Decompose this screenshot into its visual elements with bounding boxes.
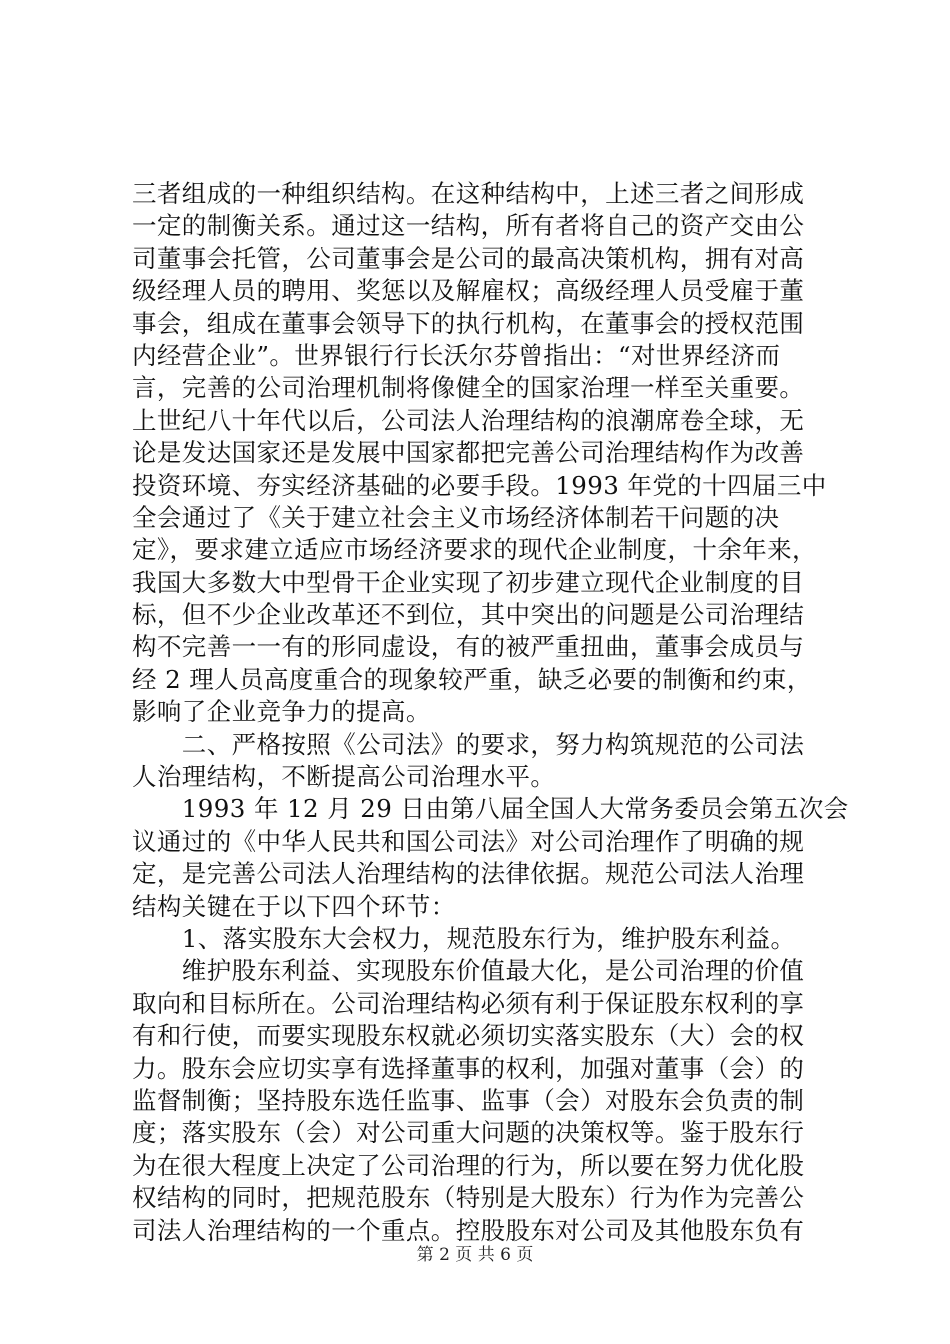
text-line: 内经营企业”。世界银行行长沃尔芬曾指出：“对世界经济而: [132, 340, 781, 370]
text-line: 三者组成的一种组织结构。在这种结构中，上述三者之间形成: [132, 179, 805, 208]
text-line: 言，完善的公司治理机制将像健全的国家治理一样至关重要。: [132, 373, 805, 403]
text-line: 经 2 理人员高度重合的现象较严重，缺乏必要的制衡和约束，: [132, 664, 812, 694]
text-line: 力。股东会应切实享有选择董事的权利，加强对董事（会）的: [132, 1053, 805, 1083]
text-line: 有和行使，而要实现股东权就必须切实落实股东（大）会的权: [132, 1021, 805, 1051]
section-heading: 人治理结构，不断提高公司治理水平。: [132, 762, 556, 792]
text-line: 定，是完善公司法人治理结构的法律依据。规范公司法人治理: [132, 859, 805, 889]
section-heading: 二、严格按照《公司法》的要求，努力构筑规范的公司法: [132, 729, 805, 759]
text-line: 维护股东利益、实现股东价值最大化，是公司治理的价值: [132, 956, 805, 986]
text-line: 级经理人员的聘用、奖惩以及解雇权；高级经理人员受雇于董: [132, 276, 805, 306]
document-body: [132, 178, 849, 1247]
text-line: 影响了企业竞争力的提高。: [132, 697, 431, 727]
text-line: 我国大多数大中型骨干企业实现了初步建立现代企业制度的目: [132, 567, 805, 597]
text-line: 取向和目标所在。公司治理结构必须有利于保证股东权利的享: [132, 988, 805, 1018]
text-line: 论是发达国家还是发展中国家都把完善公司治理结构作为改善: [132, 438, 805, 468]
text-line: 司董事会托管，公司董事会是公司的最高决策机构，拥有对高: [132, 243, 805, 273]
text-line: 监督制衡；坚持股东选任监事、监事（会）对股东会负责的制: [132, 1085, 805, 1115]
text-line: 1993 年 12 月 29 日由第八届全国人大常务委员会第五次会: [132, 794, 849, 824]
text-line: 构不完善一一有的形同虚设，有的被严重扭曲，董事会成员与: [132, 632, 805, 662]
text-line: 权结构的同时，把规范股东（特别是大股东）行为作为完善公: [132, 1183, 805, 1213]
text-line: 为在很大程度上决定了公司治理的行为，所以要在努力优化股: [132, 1150, 805, 1180]
text-line: 度；落实股东（会）对公司重大问题的决策权等。鉴于股东行: [132, 1118, 805, 1148]
text-line: 全会通过了《关于建立社会主义市场经济体制若干问题的决: [132, 502, 780, 532]
text-line: 事会，组成在董事会领导下的执行机构，在董事会的授权范围: [132, 308, 805, 338]
text-line: 投资环境、夯实经济基础的必要手段。1993 年党的十四届三中: [132, 470, 827, 500]
text-line: 司法人治理结构的一个重点。控股股东对公司及其他股东负有: [132, 1215, 805, 1245]
text-line: 一定的制衡关系。通过这一结构，所有者将自己的资产交由公: [132, 211, 805, 241]
page-number-footer: 第 2 页 共 6 页: [416, 1245, 534, 1265]
text-line: 议通过的《中华人民共和国公司法》对公司治理作了明确的规: [132, 826, 805, 856]
text-line: 定》，要求建立适应市场经济要求的现代企业制度，十余年来，: [132, 535, 817, 565]
subsection-heading: 1、落实股东大会权力，规范股东行为，维护股东利益。: [132, 923, 796, 953]
text-line: 结构关键在于以下四个环节：: [132, 891, 456, 921]
text-line: 标，但不少企业改革还不到位，其中突出的问题是公司治理结: [132, 600, 805, 630]
text-line: 上世纪八十年代以后，公司法人治理结构的浪潮席卷全球，无: [132, 405, 805, 435]
